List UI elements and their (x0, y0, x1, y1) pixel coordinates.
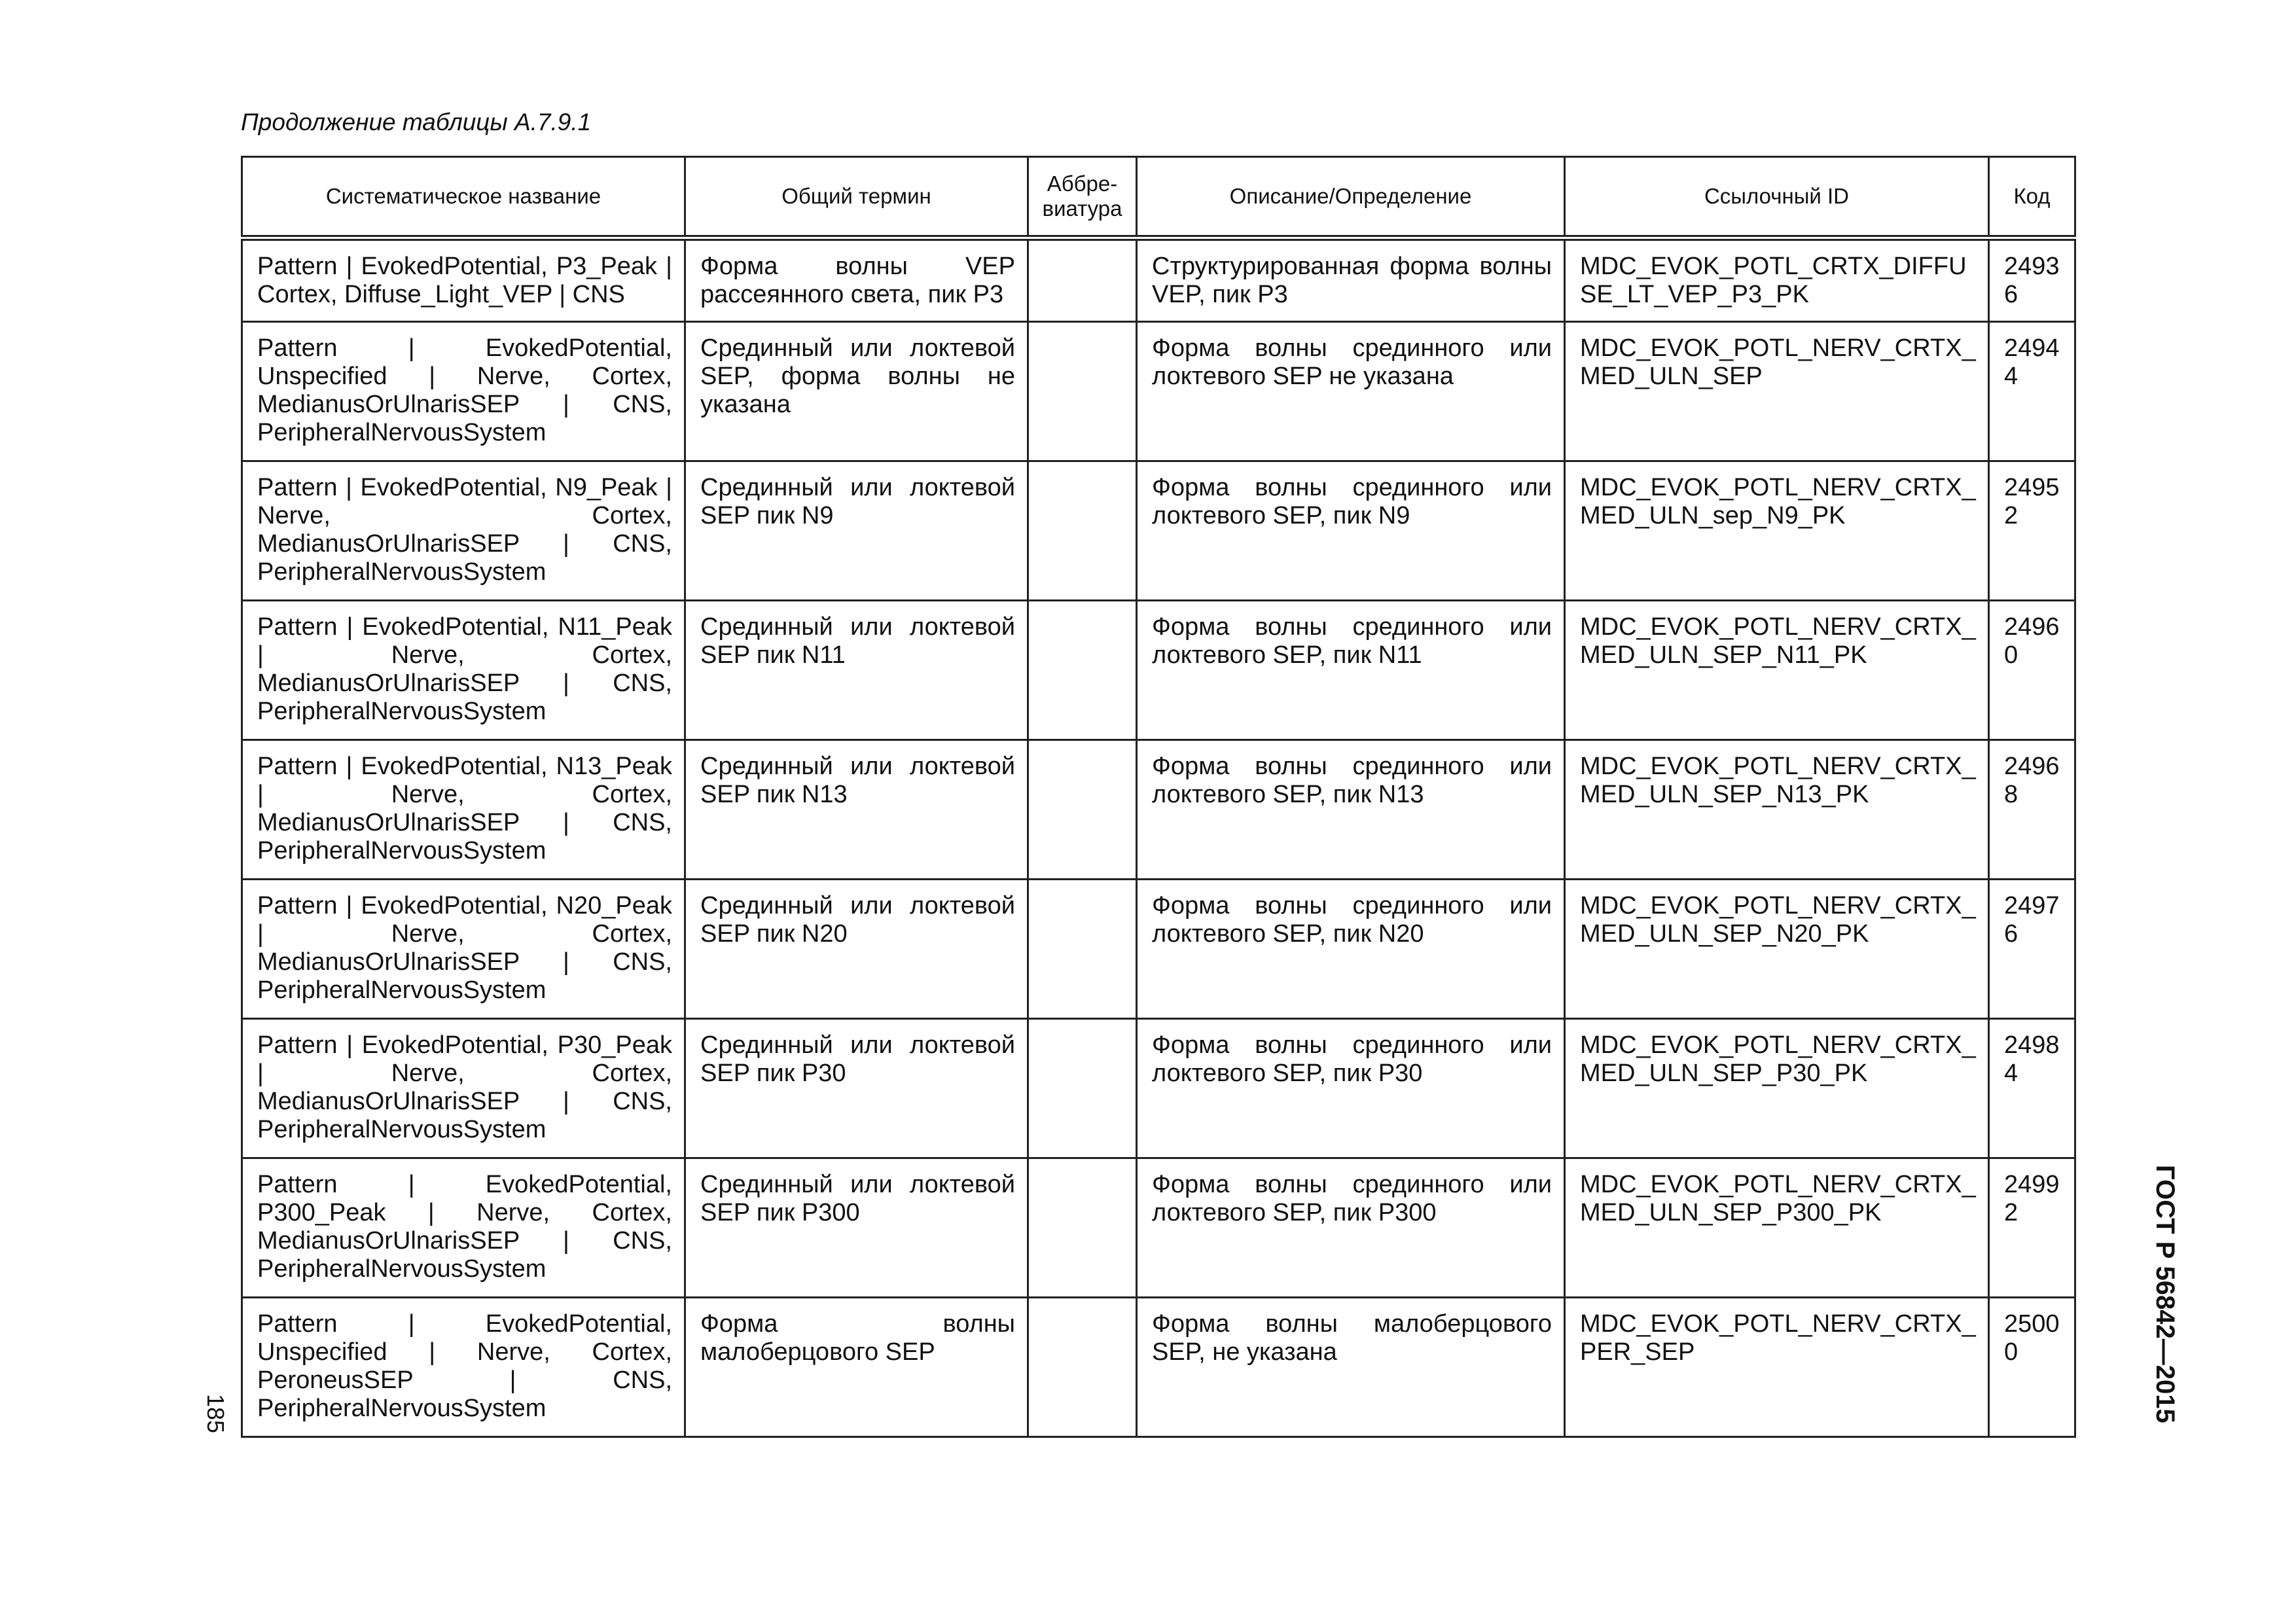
cell-systematic-name: Pattern | EvokedPotential, P3_Peak | Cortex, Diffuse_Light_VEP | CNS (242, 238, 685, 322)
cell-code: 24992 (1989, 1158, 2075, 1298)
cell-description: Форма волны малоберцового SEP, не указана (1137, 1298, 1565, 1437)
table-row (242, 1019, 2075, 1158)
cell-reference-id: MDC_EVOK_POTL_NERV_CRTX_MED_ULN_SEP_P300_PK (1565, 1158, 1989, 1298)
table-row (242, 1298, 2075, 1437)
cell-reference-id: MDC_EVOK_POTL_NERV_CRTX_MED_ULN_SEP_N20_PK (1565, 880, 1989, 1019)
cell-systematic-name: Pattern | EvokedPotential, Unspecified | Nerve, Cortex, PeroneusSEP | CNS, PeripheralNervousSystem (242, 1298, 685, 1437)
document-standard-title: ГОСТ Р 56842—2015 (2151, 1165, 2179, 1423)
cell-systematic-name: Pattern | EvokedPotential, P30_Peak | Nerve, Cortex, MedianusOrUlnarisSEP | CNS, PeripheralNervousSystem (242, 1019, 685, 1158)
cell-systematic-name: Pattern | EvokedPotential, N9_Peak | Nerve, Cortex, MedianusOrUlnarisSEP | CNS, PeripheralNervousSystem (242, 461, 685, 601)
cell-reference-id: MDC_EVOK_POTL_NERV_CRTX_PER_SEP (1565, 1298, 1989, 1437)
cell-common-term: Срединный или локтевой SEP пик N13 (685, 740, 1028, 880)
table-row (242, 880, 2075, 1019)
cell-description: Форма волны срединного или локтевого SEP, пик N11 (1137, 601, 1565, 740)
cell-systematic-name: Pattern | EvokedPotential, N13_Peak | Nerve, Cortex, MedianusOrUlnarisSEP | CNS, PeripheralNervousSystem (242, 740, 685, 880)
table-row (242, 740, 2075, 880)
cell-abbreviation (1028, 238, 1137, 322)
cell-reference-id: MDC_EVOK_POTL_NERV_CRTX_MED_ULN_SEP_N13_PK (1565, 740, 1989, 880)
cell-abbreviation (1028, 601, 1137, 740)
table-row (242, 238, 2075, 322)
table-row (242, 601, 2075, 740)
cell-reference-id: MDC_EVOK_POTL_CRTX_DIFFUSE_LT_VEP_P3_PK (1565, 238, 1989, 322)
cell-abbreviation (1028, 740, 1137, 880)
header-common-term: Общий термин (685, 157, 1028, 238)
header-description: Описание/Определение (1137, 157, 1565, 238)
cell-reference-id: MDC_EVOK_POTL_NERV_CRTX_MED_ULN_SEP_P30_PK (1565, 1019, 1989, 1158)
cell-description: Форма волны срединного или локтевого SEP не указана (1137, 322, 1565, 461)
cell-code: 24968 (1989, 740, 2075, 880)
cell-common-term: Срединный или локтевой SEP, форма волны не указана (685, 322, 1028, 461)
cell-abbreviation (1028, 322, 1137, 461)
cell-common-term: Срединный или локтевой SEP пик P30 (685, 1019, 1028, 1158)
cell-description: Форма волны срединного или локтевого SEP, пик N13 (1137, 740, 1565, 880)
cell-reference-id: MDC_EVOK_POTL_NERV_CRTX_MED_ULN_SEP (1565, 322, 1989, 461)
cell-abbreviation (1028, 880, 1137, 1019)
cell-code: 25000 (1989, 1298, 2075, 1437)
cell-abbreviation (1028, 1298, 1137, 1437)
cell-description: Структурированная форма волны VEP, пик P3 (1137, 238, 1565, 322)
cell-code: 24952 (1989, 461, 2075, 601)
cell-common-term: Срединный или локтевой SEP пик N20 (685, 880, 1028, 1019)
page-number: 185 (202, 1394, 229, 1434)
header-abbreviation: Аббре- виатура (1028, 157, 1137, 238)
cell-abbreviation (1028, 1019, 1137, 1158)
cell-description: Форма волны срединного или локтевого SEP, пик N9 (1137, 461, 1565, 601)
cell-common-term: Срединный или локтевой SEP пик N9 (685, 461, 1028, 601)
cell-common-term: Срединный или локтевой SEP пик P300 (685, 1158, 1028, 1298)
cell-systematic-name: Pattern | EvokedPotential, Unspecified | Nerve, Cortex, MedianusOrUlnarisSEP | CNS, PeripheralNervousSystem (242, 322, 685, 461)
terms-table (241, 156, 2076, 1438)
cell-common-term: Срединный или локтевой SEP пик N11 (685, 601, 1028, 740)
cell-reference-id: MDC_EVOK_POTL_NERV_CRTX_MED_ULN_sep_N9_PK (1565, 461, 1989, 601)
cell-code: 24944 (1989, 322, 2075, 461)
cell-abbreviation (1028, 461, 1137, 601)
cell-reference-id: MDC_EVOK_POTL_NERV_CRTX_MED_ULN_SEP_N11_PK (1565, 601, 1989, 740)
cell-systematic-name: Pattern | EvokedPotential, P300_Peak | Nerve, Cortex, MedianusOrUlnarisSEP | CNS, PeripheralNervousSystem (242, 1158, 685, 1298)
table-row (242, 461, 2075, 601)
cell-common-term: Форма волны малоберцового SEP (685, 1298, 1028, 1437)
header-reference-id: Ссылочный ID (1565, 157, 1989, 238)
header-systematic-name: Систематическое название (242, 157, 685, 238)
table-header-row (242, 157, 2075, 238)
table-caption: Продолжение таблицы А.7.9.1 (241, 109, 592, 135)
header-code: Код (1989, 157, 2075, 238)
cell-systematic-name: Pattern | EvokedPotential, N20_Peak | Nerve, Cortex, MedianusOrUlnarisSEP | CNS, PeripheralNervousSystem (242, 880, 685, 1019)
cell-description: Форма волны срединного или локтевого SEP, пик P300 (1137, 1158, 1565, 1298)
cell-systematic-name: Pattern | EvokedPotential, N11_Peak | Nerve, Cortex, MedianusOrUlnarisSEP | CNS, PeripheralNervousSystem (242, 601, 685, 740)
cell-abbreviation (1028, 1158, 1137, 1298)
cell-description: Форма волны срединного или локтевого SEP, пик P30 (1137, 1019, 1565, 1158)
cell-code: 24936 (1989, 238, 2075, 322)
cell-code: 24960 (1989, 601, 2075, 740)
cell-common-term: Форма волны VEP рассеянного света, пик P3 (685, 238, 1028, 322)
table-row (242, 1158, 2075, 1298)
cell-code: 24976 (1989, 880, 2075, 1019)
table-row (242, 322, 2075, 461)
cell-description: Форма волны срединного или локтевого SEP, пик N20 (1137, 880, 1565, 1019)
cell-code: 24984 (1989, 1019, 2075, 1158)
